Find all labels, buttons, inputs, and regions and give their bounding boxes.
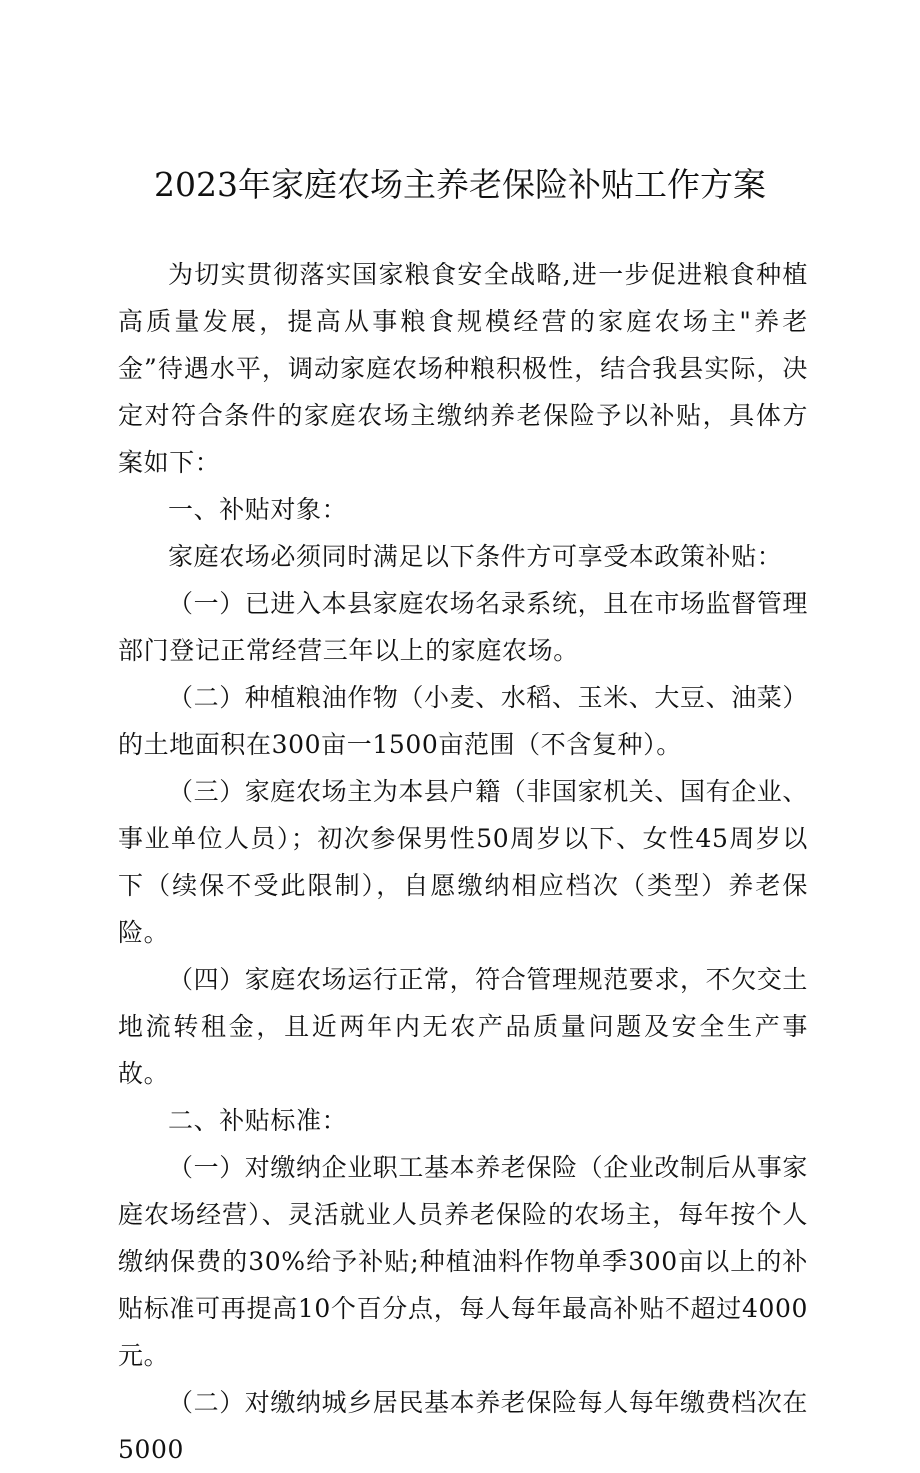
condition-item-2: （二）种植粮油作物（小麦、水稻、玉米、大豆、油菜）的土地面积在300亩一1500亩范围（不含复种）。	[118, 683, 809, 759]
section-heading-subsidy-standard: 二、补贴标准：	[168, 1106, 348, 1135]
condition-item-4: （四）家庭农场运行正常，符合管理规范要求，不欠交土地流转租金，且近两年内无农产品质量问题及安全生产事故。	[118, 965, 809, 1088]
condition-item-1: （一）已进入本县家庭农场名录系统，且在市场监督管理部门登记正常经营三年以上的家庭农场。	[118, 589, 809, 665]
document-body	[118, 251, 808, 1473]
document-title: 2023年家庭农场主养老保险补贴工作方案	[154, 165, 766, 204]
condition-item-3: （三）家庭农场主为本县户籍（非国家机关、国有企业、事业单位人员）；初次参保男性50周岁以下、女性45周岁以下（续保不受此限制），自愿缴纳相应档次（类型）养老保险。	[118, 777, 809, 947]
standard-item-1: （一）对缴纳企业职工基本养老保险（企业改制后从事家庭农场经营）、灵活就业人员养老保险的农场主，每年按个人缴纳保费的30%给予补贴;种植油料作物单季300亩以上的补贴标准可再提高10个百分点，每人每年最高补贴不超过4000元。	[118, 1153, 809, 1370]
intro-paragraph: 为切实贯彻落实国家粮食安全战略,进一步促进粮食种植高质量发展，提高从事粮食规模经营的家庭农场主"养老金”待遇水平，调动家庭农场种粮积极性，结合我县实际，决定对符合条件的家庭农场主缴纳养老保险予以补贴，具体方案如下：	[118, 260, 808, 477]
conditions-intro-paragraph: 家庭农场必须同时满足以下条件方可享受本政策补贴：	[168, 542, 783, 571]
standard-item-2: （二）对缴纳城乡居民基本养老保险每人每年缴费档次在5000	[118, 1388, 809, 1464]
section-heading-subsidy-target: 一、补贴对象：	[168, 495, 348, 524]
